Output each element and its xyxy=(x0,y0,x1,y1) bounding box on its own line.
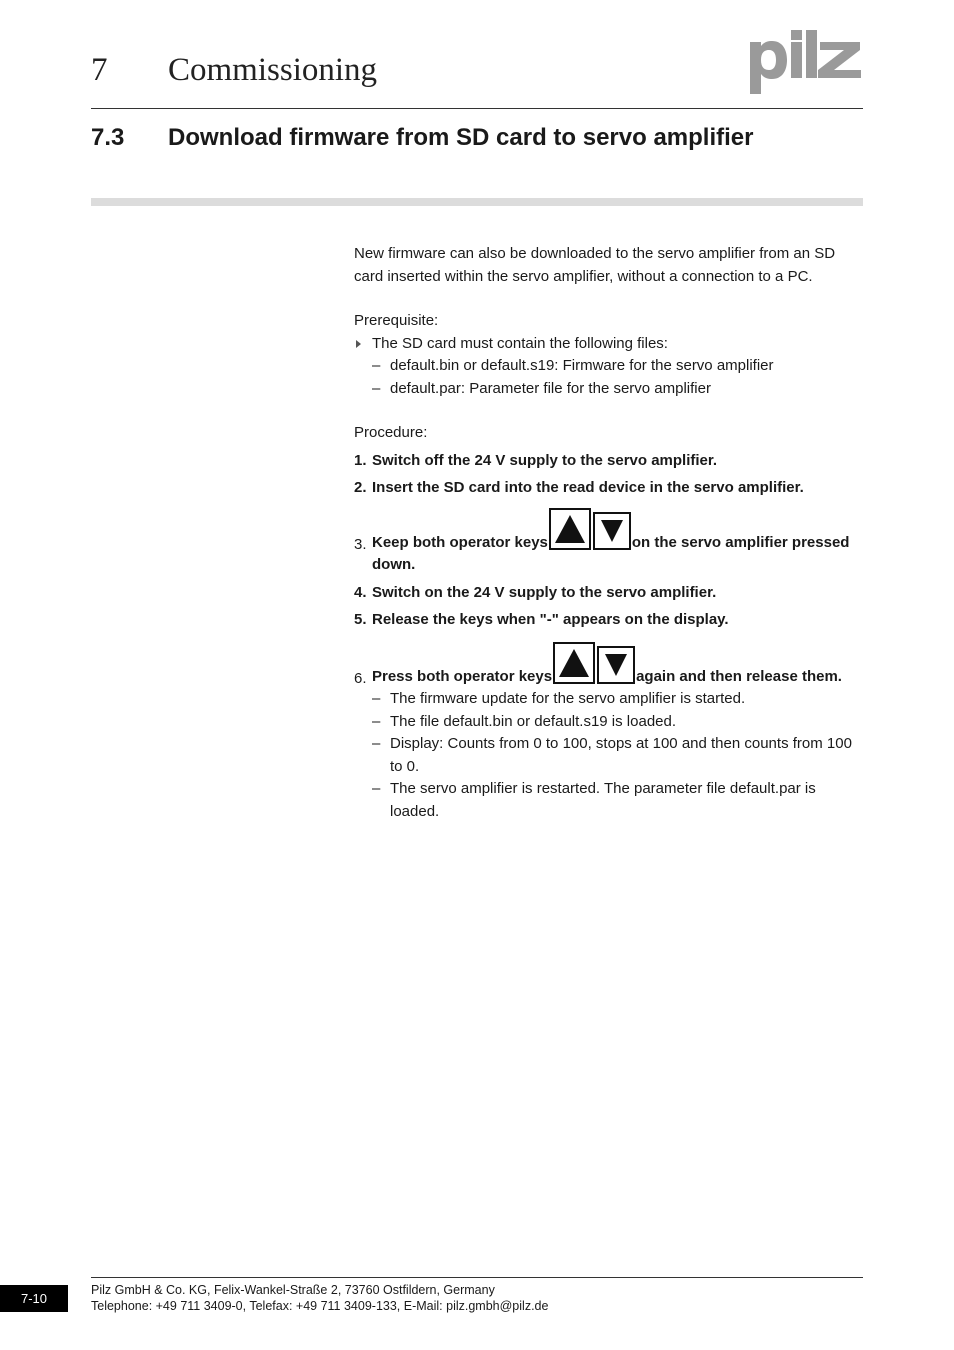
list-item: – Display: Counts from 0 to 100, stops at 100 and then counts from 100 to 0. xyxy=(354,733,866,778)
pilz-logo xyxy=(748,28,864,94)
step-text: Switch off the 24 V supply to the servo amplifier. xyxy=(372,451,718,469)
footer-rule xyxy=(91,1277,863,1278)
step-item xyxy=(354,502,866,577)
step-text: Insert the SD card into the read device in the servo amplifier. xyxy=(372,479,804,496)
up-key-icon xyxy=(553,642,595,684)
list-item: – The file default.bin or default.s19 is loaded. xyxy=(354,711,866,734)
list-item: – default.bin or default.s19: Firmware for the servo amplifier xyxy=(354,355,866,378)
footer-address: Pilz GmbH & Co. KG, Felix-Wankel-Straße 2, 73760 Ostfildern, Germany xyxy=(91,1283,495,1297)
arrow-bullet-icon xyxy=(356,340,361,348)
list-item: – The firmware update for the servo amplifier is started. xyxy=(354,688,866,711)
section-number: 7.3 xyxy=(91,124,125,151)
down-key-icon xyxy=(597,646,635,684)
down-key-icon xyxy=(593,512,631,550)
chapter-title: Commissioning xyxy=(168,52,378,88)
page-number: 7-10 xyxy=(0,1285,68,1312)
step-text: Switch on the 24 V supply to the servo amplifier. xyxy=(372,583,717,601)
file-list xyxy=(354,355,866,400)
footer-contact: Telephone: +49 711 3409-0, Telefax: +49 711 3409-133, E-Mail: pilz.gmbh@pilz.de xyxy=(91,1299,549,1313)
chapter-number: 7 xyxy=(91,52,108,88)
step-item xyxy=(354,634,866,824)
prerequisite-item xyxy=(354,333,866,356)
step-text: Release the keys when "-" appears on the display. xyxy=(372,611,729,628)
intro-paragraph: New firmware can also be downloaded to the servo amplifier from an SD card inserted within the servo amplifier, without a connection to a PC. xyxy=(354,245,836,285)
step-text-after: again and then release them. xyxy=(636,667,842,685)
step-item xyxy=(354,609,866,632)
list-item: – default.par: Parameter file for the servo amplifier xyxy=(354,378,866,401)
step-text-before: Keep both operator keys xyxy=(372,533,548,551)
section-divider xyxy=(91,198,863,206)
step-number: 6. xyxy=(354,669,367,687)
step-text-before: Press both operator keys xyxy=(372,667,553,685)
step-number: 2. xyxy=(354,479,367,496)
procedure-label: Procedure: xyxy=(354,424,428,441)
step-item xyxy=(354,582,866,605)
step-number: 3. xyxy=(354,535,367,553)
step-number: 4. xyxy=(354,583,367,601)
step-number: 1. xyxy=(354,451,367,469)
result-list xyxy=(354,688,866,823)
section-title: Download firmware from SD card to servo amplifier xyxy=(168,124,754,151)
step-text-after: on the servo amplifier pressed down. xyxy=(372,533,850,573)
step-item xyxy=(354,477,866,500)
main-content xyxy=(354,243,866,823)
header-rule xyxy=(91,108,863,109)
step-item xyxy=(354,450,866,473)
procedure-steps xyxy=(354,450,866,824)
step-number: 5. xyxy=(354,611,367,628)
prerequisite-text: The SD card must contain the following files: xyxy=(372,334,668,352)
prerequisite-label: Prerequisite: xyxy=(354,312,439,329)
up-key-icon xyxy=(549,508,591,550)
list-item: – The servo amplifier is restarted. The parameter file default.par is loaded. xyxy=(354,778,866,823)
